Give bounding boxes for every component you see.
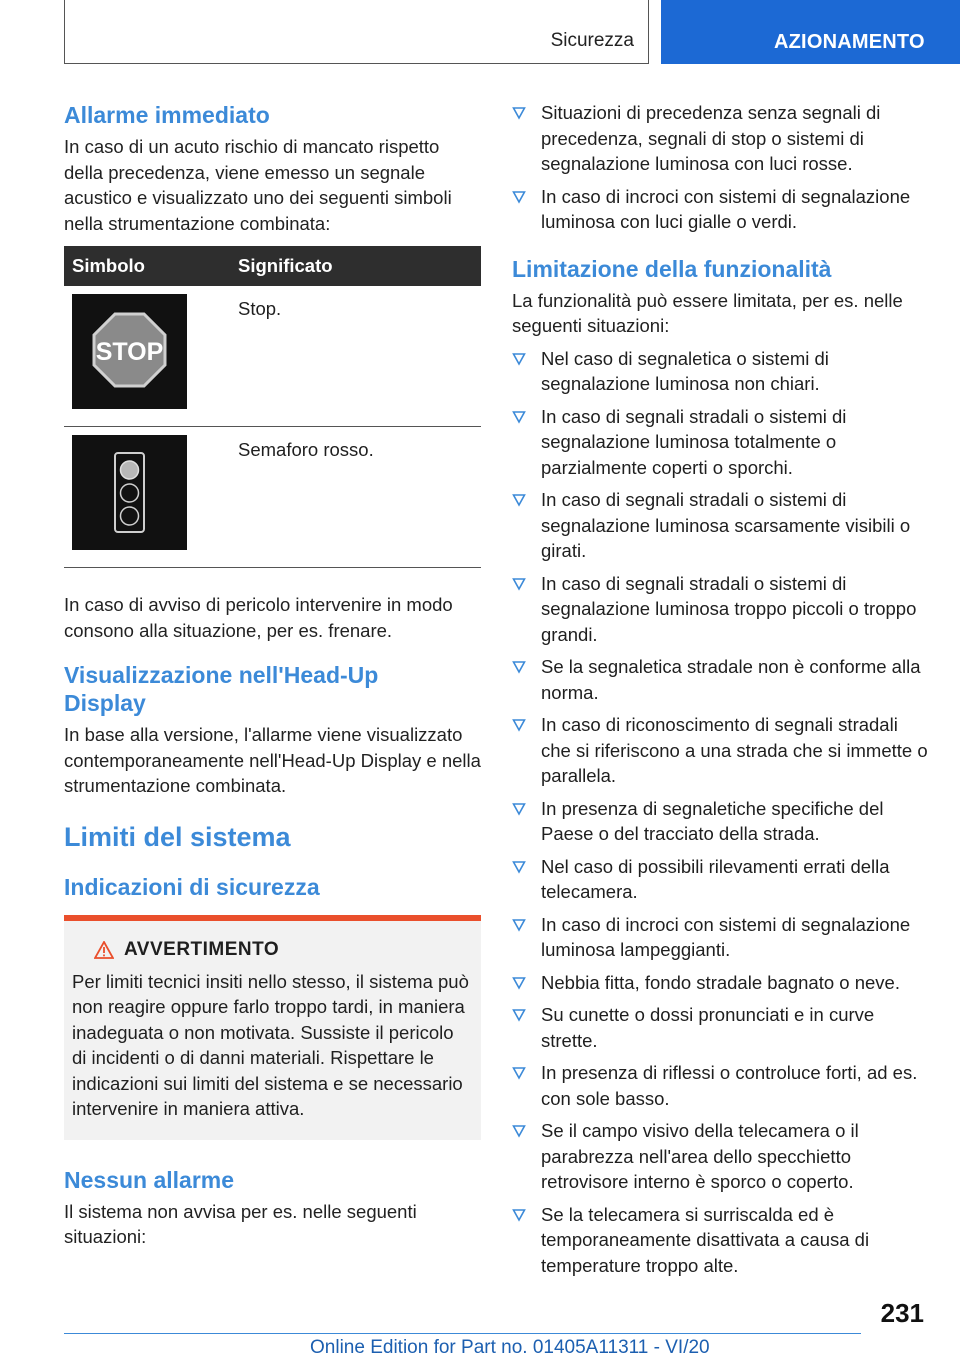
limitation-text: La funzionalità può essere limitata, per es. nelle seguenti situazioni: — [512, 289, 903, 336]
table-header-symbol: Simbolo — [64, 246, 230, 286]
triangle-bullet-icon — [512, 493, 526, 507]
list-item — [512, 1002, 930, 1053]
list-item — [512, 796, 930, 847]
hud-heading-line2: Display — [64, 690, 146, 716]
list-item — [512, 912, 930, 963]
table-row — [64, 286, 481, 427]
immediate-alarm-text: In caso di un acuto rischio di mancato rispetto della precedenza, viene emesso un segnale acustico e visualizzato uno dei seguenti simboli nella strumentazione combinata: — [64, 136, 452, 234]
triangle-bullet-icon — [512, 106, 526, 120]
list-item-text: In caso di riconoscimento di segnali stradali che si riferiscono a una strada che si immette o parallela. — [541, 714, 928, 786]
after-table-text: In caso di avviso di pericolo intervenire in modo consono alla situazione, per es. frenare. — [64, 594, 453, 641]
list-item-text: In caso di segnali stradali o sistemi di segnalazione luminosa totalmente o parzialmente coperti o sporchi. — [541, 405, 847, 478]
no-alarm-heading: Nessun allarme — [64, 1166, 235, 1193]
stop-sign-text: STOP — [95, 338, 164, 366]
hud-heading — [64, 661, 481, 717]
header-chapter-title: AZIONAMENTO — [774, 31, 925, 53]
list-item-text: Se la telecamera si surriscalda ed è temporaneamente disattivata a causa di temperature troppo alte. — [541, 1203, 870, 1276]
list-item-text: Nel caso di segnaletica o sistemi di segnalazione luminosa non chiari. — [541, 347, 829, 394]
warning-title-row — [94, 939, 471, 961]
list-item — [512, 487, 930, 564]
page-number: 231 — [880, 1298, 924, 1328]
list-item — [512, 854, 930, 905]
no-alarm-list — [512, 100, 930, 235]
footer-divider — [64, 1333, 861, 1334]
list-item-text: Se il campo visivo della telecamera o il parabrezza nell'area dello specchietto retrovisore interno è sporco o coperto. — [541, 1120, 859, 1192]
triangle-bullet-icon — [512, 718, 526, 732]
immediate-alarm-heading: Allarme immediato — [64, 102, 270, 128]
triangle-bullet-icon — [512, 976, 526, 990]
list-item-text: In presenza di riflessi o controluce forti, ad es. con sole basso. — [541, 1062, 918, 1109]
list-item-text: Su cunette o dossi pronunciati e in curve strette. — [541, 1004, 875, 1051]
header-chapter-tab — [661, 0, 960, 64]
triangle-bullet-icon — [512, 352, 526, 366]
table-cell-symbol — [64, 286, 230, 427]
system-limits-heading: Limiti del sistema — [64, 821, 291, 852]
limitation-list — [512, 346, 930, 1279]
header-section-title: Sicurezza — [550, 30, 634, 51]
list-item — [512, 100, 930, 177]
triangle-bullet-icon — [512, 1066, 526, 1080]
limitation-heading: Limitazione della funzionalità — [512, 255, 832, 282]
list-item — [512, 1060, 930, 1111]
list-item-text: Se la segnaletica stradale non è conforme alla norma. — [541, 656, 921, 703]
triangle-bullet-icon — [512, 860, 526, 874]
list-item-text: In presenza di segnaletiche specifiche del Paese o del tracciato della strada. — [541, 797, 884, 844]
stop-sign-icon — [72, 294, 187, 409]
table-cell-symbol — [64, 427, 230, 568]
table-header-meaning: Significato — [230, 246, 481, 286]
triangle-bullet-icon — [512, 577, 526, 591]
triangle-bullet-icon — [512, 1124, 526, 1138]
list-item — [512, 712, 930, 789]
table-header-row — [64, 246, 481, 286]
list-item-text: In caso di incroci con sistemi di segnalazione luminosa con luci gialle o verdi. — [541, 185, 911, 232]
left-column — [64, 101, 481, 1250]
warning-box — [64, 915, 481, 1140]
list-item — [512, 346, 930, 397]
list-item — [512, 571, 930, 648]
list-item-text: Nebbia fitta, fondo stradale bagnato o neve. — [541, 971, 900, 993]
safety-notes-heading: Indicazioni di sicurezza — [64, 873, 320, 900]
table-cell-meaning: Stop. — [230, 286, 481, 427]
list-item — [512, 184, 930, 235]
warning-text: Per limiti tecnici insiti nello stesso, il sistema può non reagire oppure farlo troppo tardi, in maniera inadeguata o non motivata. Sussiste il pericolo di incidenti o di danni materiali. Rispettare le indicazioni sui limiti del sistema e se necessario intervenire in maniera attiva. — [72, 970, 469, 1119]
footer-edition-text: Online Edition for Part no. 01405A11311 - VI/20 — [310, 1337, 710, 1358]
triangle-bullet-icon — [512, 802, 526, 816]
list-item-text: In caso di segnali stradali o sistemi di segnalazione luminosa scarsamente visibili o girati. — [541, 489, 911, 561]
triangle-bullet-icon — [512, 190, 526, 204]
warning-triangle-icon — [94, 941, 114, 959]
list-item — [512, 1118, 930, 1195]
list-item-text: In caso di incroci con sistemi di segnalazione luminosa lampeggianti. — [541, 913, 911, 960]
table-cell-meaning: Semaforo rosso. — [230, 427, 481, 568]
list-item-text: In caso di segnali stradali o sistemi di segnalazione luminosa troppo piccoli o troppo grandi. — [541, 572, 917, 645]
list-item — [512, 404, 930, 481]
list-item — [512, 654, 930, 705]
page-footer — [0, 1290, 960, 1362]
header-section-box — [64, 0, 649, 64]
warning-title: AVVERTIMENTO — [124, 938, 280, 960]
hud-text: In base alla versione, l'allarme viene visualizzato contemporaneamente nell'Head-Up Display e nella strumentazione combinata. — [64, 724, 481, 796]
symbols-table — [64, 246, 481, 568]
list-item-text: Situazioni di precedenza senza segnali di precedenza, segnali di stop o sistemi di segnalazione luminosa con luci rosse. — [541, 102, 881, 174]
red-traffic-light-icon — [72, 435, 187, 550]
right-column — [512, 100, 930, 1285]
hud-heading-line1: Visualizzazione nell'Head-Up — [64, 662, 379, 688]
triangle-bullet-icon — [512, 410, 526, 424]
list-item — [512, 1202, 930, 1279]
list-item-text: Nel caso di possibili rilevamenti errati della telecamera. — [541, 855, 890, 902]
no-alarm-text: Il sistema non avvisa per es. nelle seguenti situazioni: — [64, 1200, 417, 1247]
table-row — [64, 427, 481, 568]
triangle-bullet-icon — [512, 660, 526, 674]
triangle-bullet-icon — [512, 1208, 526, 1222]
list-item — [512, 970, 930, 996]
triangle-bullet-icon — [512, 918, 526, 932]
triangle-bullet-icon — [512, 1008, 526, 1022]
